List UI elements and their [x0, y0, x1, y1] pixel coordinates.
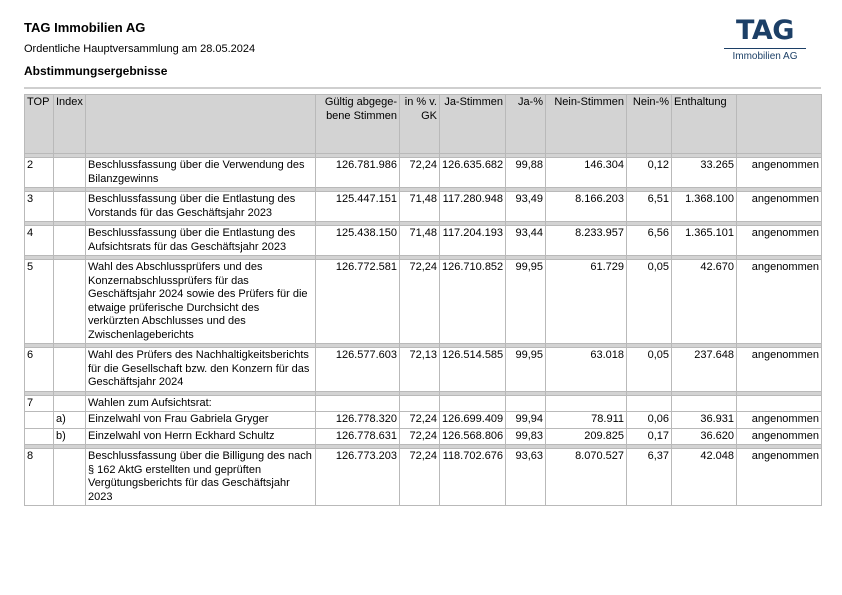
- cell-no-votes: 61.729: [546, 260, 627, 344]
- cell-index: [54, 260, 86, 344]
- cell-index: [54, 192, 86, 222]
- cell-result: angenommen: [737, 412, 822, 429]
- table-row: [25, 412, 822, 429]
- cell-index: [54, 449, 86, 506]
- table-row: [25, 192, 822, 222]
- cell-pct-gk: [400, 395, 440, 412]
- cell-result: angenommen: [737, 449, 822, 506]
- cell-pct-gk: 72,24: [400, 428, 440, 445]
- table-row: [25, 395, 822, 412]
- cell-yes-votes: 126.635.682: [440, 158, 506, 188]
- cell-index: b): [54, 428, 86, 445]
- cell-topic: Einzelwahl von Herrn Eckhard Schultz: [86, 428, 316, 445]
- meeting-date: Ordentliche Hauptversammlung am 28.05.2024: [24, 43, 256, 55]
- cell-valid-votes: 126.781.986: [316, 158, 400, 188]
- cell-topic: Einzelwahl von Frau Gabriela Gryger: [86, 412, 316, 429]
- cell-result: angenommen: [737, 226, 822, 256]
- cell-no-pct: [627, 395, 672, 412]
- cell-no-pct: 6,56: [627, 226, 672, 256]
- cell-no-pct: 0,05: [627, 260, 672, 344]
- cell-pct-gk: 72,24: [400, 412, 440, 429]
- cell-result: angenommen: [737, 192, 822, 222]
- cell-no-pct: 0,17: [627, 428, 672, 445]
- cell-yes-votes: [440, 395, 506, 412]
- cell-top: 6: [25, 348, 54, 392]
- cell-topic: Beschlussfassung über die Billigung des nach § 162 AktG erstellten und geprüften Vergütungsberichts für das Geschäftsjahr 2023: [86, 449, 316, 506]
- cell-no-votes: 146.304: [546, 158, 627, 188]
- cell-yes-pct: 93,44: [506, 226, 546, 256]
- cell-valid-votes: 125.447.151: [316, 192, 400, 222]
- cell-no-pct: 6,37: [627, 449, 672, 506]
- col-abstention: Enthaltung: [672, 95, 737, 154]
- cell-yes-votes: 126.568.806: [440, 428, 506, 445]
- cell-yes-pct: [506, 395, 546, 412]
- cell-abstention: 1.365.101: [672, 226, 737, 256]
- cell-abstention: 42.670: [672, 260, 737, 344]
- cell-index: a): [54, 412, 86, 429]
- tag-logo: [720, 16, 810, 63]
- cell-pct-gk: 72,24: [400, 449, 440, 506]
- cell-valid-votes: [316, 395, 400, 412]
- cell-top: 5: [25, 260, 54, 344]
- cell-top: 8: [25, 449, 54, 506]
- cell-pct-gk: 72,13: [400, 348, 440, 392]
- logo-divider: [724, 48, 806, 49]
- cell-abstention: [672, 395, 737, 412]
- cell-no-pct: 0,12: [627, 158, 672, 188]
- cell-no-pct: 6,51: [627, 192, 672, 222]
- cell-no-pct: 0,06: [627, 412, 672, 429]
- cell-valid-votes: 126.778.631: [316, 428, 400, 445]
- table-row: [25, 428, 822, 445]
- cell-top: 4: [25, 226, 54, 256]
- cell-yes-pct: 99,94: [506, 412, 546, 429]
- cell-pct-gk: 71,48: [400, 226, 440, 256]
- cell-topic: Wahlen zum Aufsichtsrat:: [86, 395, 316, 412]
- cell-yes-pct: 93,49: [506, 192, 546, 222]
- cell-no-votes: 8.166.203: [546, 192, 627, 222]
- cell-yes-votes: 117.280.948: [440, 192, 506, 222]
- cell-topic: Beschlussfassung über die Verwendung des Bilanzgewinns: [86, 158, 316, 188]
- cell-result: [737, 395, 822, 412]
- cell-yes-pct: 99,95: [506, 260, 546, 344]
- col-result: [737, 95, 822, 154]
- cell-index: [54, 395, 86, 412]
- cell-valid-votes: 126.772.581: [316, 260, 400, 344]
- col-pct-gk: in % v. GK: [400, 95, 440, 154]
- cell-abstention: 36.931: [672, 412, 737, 429]
- cell-top: 2: [25, 158, 54, 188]
- cell-index: [54, 348, 86, 392]
- cell-topic: Beschlussfassung über die Entlastung des Vorstands für das Geschäftsjahr 2023: [86, 192, 316, 222]
- table-row: [25, 449, 822, 506]
- cell-top: [25, 412, 54, 429]
- cell-top: 3: [25, 192, 54, 222]
- cell-top: 7: [25, 395, 54, 412]
- cell-no-votes: 8.233.957: [546, 226, 627, 256]
- cell-valid-votes: 126.778.320: [316, 412, 400, 429]
- cell-topic: Wahl des Prüfers des Nachhaltigkeitsberichts für die Gesellschaft bzw. den Konzern für das Geschäftsjahr 2024: [86, 348, 316, 392]
- cell-abstention: 33.265: [672, 158, 737, 188]
- cell-no-votes: 63.018: [546, 348, 627, 392]
- cell-valid-votes: 126.577.603: [316, 348, 400, 392]
- cell-index: [54, 158, 86, 188]
- cell-no-votes: 78.911: [546, 412, 627, 429]
- cell-pct-gk: 72,24: [400, 260, 440, 344]
- cell-topic: Wahl des Abschlussprüfers und des Konzernabschlussprüfers für das Geschäftsjahr 2024 sowie des Prüfers für die etwaige prüferische Durchsicht des verkürzten Abschlusses und des Zwischenlageberichts: [86, 260, 316, 344]
- cell-yes-votes: 126.699.409: [440, 412, 506, 429]
- table-row: [25, 260, 822, 344]
- cell-no-votes: [546, 395, 627, 412]
- col-no-pct: Nein-%: [627, 95, 672, 154]
- cell-result: angenommen: [737, 158, 822, 188]
- voting-results-table: [24, 94, 822, 506]
- cell-valid-votes: 125.438.150: [316, 226, 400, 256]
- col-top: TOP: [25, 95, 54, 154]
- cell-abstention: 42.048: [672, 449, 737, 506]
- col-topic: [86, 95, 316, 154]
- table-row: [25, 226, 822, 256]
- cell-no-pct: 0,05: [627, 348, 672, 392]
- cell-no-votes: 209.825: [546, 428, 627, 445]
- cell-yes-votes: 117.204.193: [440, 226, 506, 256]
- cell-abstention: 1.368.100: [672, 192, 737, 222]
- cell-result: angenommen: [737, 348, 822, 392]
- col-valid-votes: Gültig abgege-bene Stimmen: [316, 95, 400, 154]
- cell-yes-pct: 99,88: [506, 158, 546, 188]
- cell-pct-gk: 72,24: [400, 158, 440, 188]
- table-row: [25, 158, 822, 188]
- col-index: Index: [54, 95, 86, 154]
- cell-valid-votes: 126.773.203: [316, 449, 400, 506]
- cell-index: [54, 226, 86, 256]
- cell-yes-votes: 118.702.676: [440, 449, 506, 506]
- logo-wordmark: TAG: [736, 15, 794, 46]
- cell-yes-votes: 126.710.852: [440, 260, 506, 344]
- cell-yes-pct: 99,95: [506, 348, 546, 392]
- cell-pct-gk: 71,48: [400, 192, 440, 222]
- cell-yes-votes: 126.514.585: [440, 348, 506, 392]
- table-row: [25, 348, 822, 392]
- table-header-row: [25, 95, 822, 154]
- cell-top: [25, 428, 54, 445]
- header-rule: [24, 87, 821, 89]
- cell-topic: Beschlussfassung über die Entlastung des Aufsichtsrats für das Geschäftsjahr 2023: [86, 226, 316, 256]
- col-yes-votes: Ja-Stimmen: [440, 95, 506, 154]
- page-title: Abstimmungsergebnisse: [24, 64, 168, 78]
- col-yes-pct: Ja-%: [506, 95, 546, 154]
- cell-no-votes: 8.070.527: [546, 449, 627, 506]
- col-no-votes: Nein-Stimmen: [546, 95, 627, 154]
- cell-abstention: 36.620: [672, 428, 737, 445]
- cell-abstention: 237.648: [672, 348, 737, 392]
- company-name: TAG Immobilien AG: [24, 20, 146, 35]
- cell-result: angenommen: [737, 260, 822, 344]
- cell-yes-pct: 93,63: [506, 449, 546, 506]
- cell-yes-pct: 99,83: [506, 428, 546, 445]
- logo-subtitle: Immobilien AG: [732, 51, 798, 62]
- cell-result: angenommen: [737, 428, 822, 445]
